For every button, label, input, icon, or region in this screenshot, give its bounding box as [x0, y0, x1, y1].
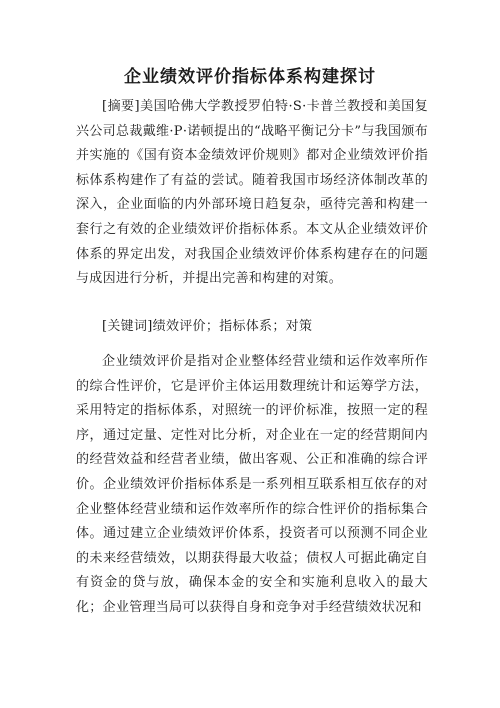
body-paragraph: 企业绩效评价是指对企业整体经营业绩和运作效率所作的综合性评价，它是评价主体运用数理统计和运筹学方法，采用特定的指标体系，对照统一的评价标准，按照一定的程序，通过定量、定性对比分析，对企业在一定的经营期间内的经营效益和经营者业绩，做出客观、公正和准确的综合评价。企业绩效评价指标体系是一系列相互联系相互依存的对企业整体经营业绩和运作效率所作的综合性评价的指标集合体。通过建立企业绩效评价体系，投资者可以预测不同企业的未来经营绩效，以期获得最大收益；债权人可据此确定自有资金的贷与放，确保本金的安全和实施利息收入的最大化；企业管理当局可以获得自身和竞争对手经营绩效状况和 [76, 354, 428, 615]
document-title: 企业绩效评价指标体系构建探讨 [124, 67, 376, 87]
keywords-paragraph: [关键词]绩效评价；指标体系；对策 [102, 319, 313, 334]
abstract-paragraph: [摘要]美国哈佛大学教授罗伯特·S·卡普兰教授和美国复兴公司总裁戴维·P·诺顿提出的“战略平衡记分卡”与我国颁布并实施的《国有资本金绩效评价规则》都对企业绩效评价指标体系构建作了有益的尝试。随着我国市场经济体制改革的深入，企业面临的内外部环境日趋复杂，亟待完善和构建一套行之有效的企业绩效评价指标体系。本文从企业绩效评价体系的界定出发，对我国企业绩效评价体系构建存在的问题与成因进行分析，并提出完善和构建的对策。 [76, 99, 428, 287]
